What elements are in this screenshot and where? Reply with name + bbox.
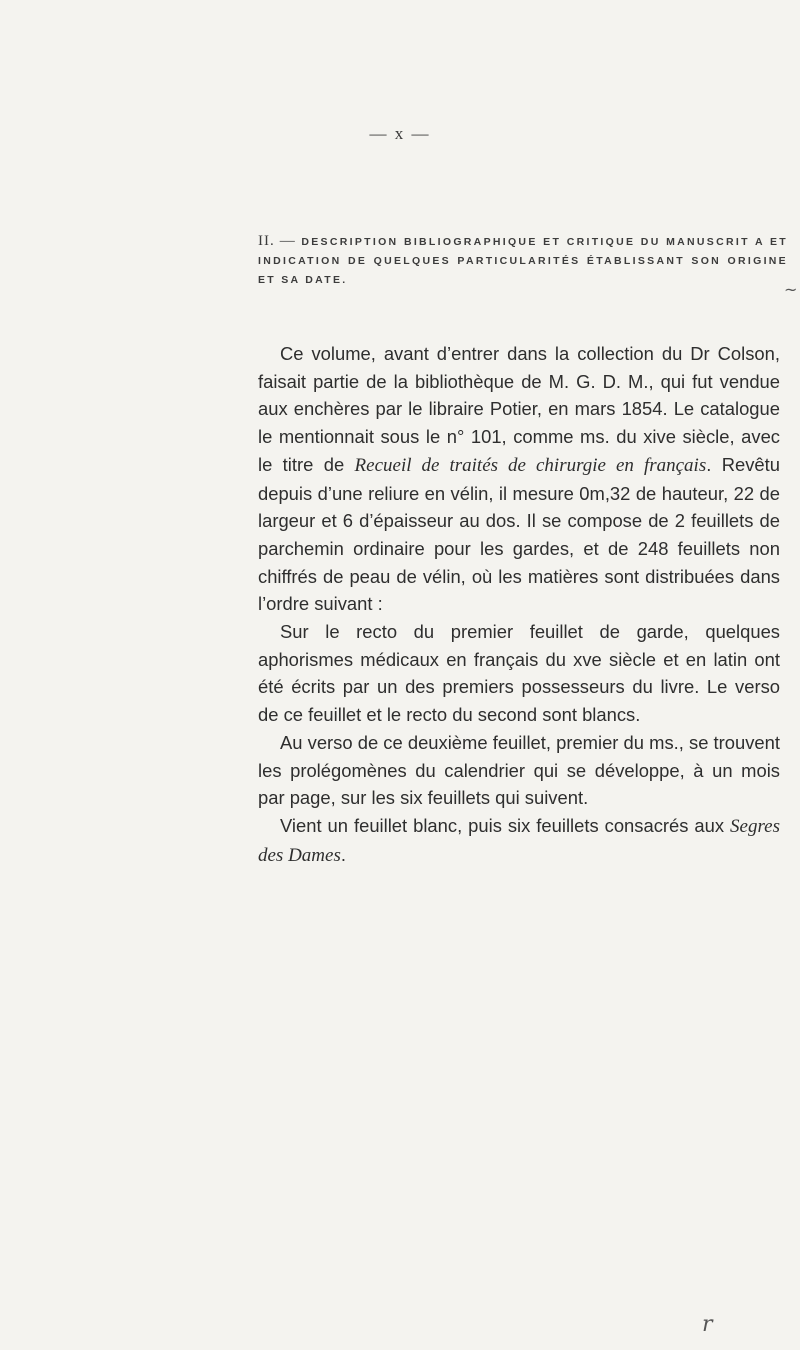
paragraph-2: Sur le recto du premier feuillet de garde, quelques aphorismes médicaux en français du xve siècle et en latin ont été écrits par un des premiers possesseurs du livre. Le verso de ce feuillet et le recto du second sont blancs. (258, 621, 780, 726)
body-text (258, 340, 780, 869)
section-title: DESCRIPTION BIBLIOGRAPHIQUE ET CRITIQUE DU MANUSCRIT A ET INDICATION DE QUELQUES PARTICULARITÉS ÉTABLISSANT SON ORIGINE ET SA DATE. (258, 236, 788, 286)
work-title-recueil: Recueil de traités de chirurgie en français (354, 454, 707, 476)
paragraph-4-part-b: . (340, 843, 346, 865)
paragraph-4-part-a: Vient un feuillet blanc, puis six feuillets consacrés aux (280, 814, 731, 836)
pencil-mark: r (702, 1312, 713, 1337)
paragraph-3: Au verso de ce deuxième feuillet, premier du ms., se trouvent les prolégomènes du calendrier qui se développe, à un mois par page, sur les six feuillets qui suivent. (258, 731, 780, 809)
section-heading (258, 232, 788, 290)
paragraph-4 (258, 812, 780, 869)
paragraph-1-part-a: Ce volume, avant d’entrer dans la collection du Dr Colson, faisait partie de la bibliothèque de M. G. D. M., qui fut vendue aux enchères par le libraire Potier, en mars 1854. Le catalogue le mentionnait sous le n° 101, comme ms. du xive siècle, avec le titre de (258, 343, 780, 475)
paragraph-1 (258, 340, 780, 618)
margin-tilde-mark: ~ (784, 280, 798, 299)
work-title-segres: Segres des Dames (258, 815, 780, 866)
paragraph-1-part-b: . Revêtu depuis d’une reliure en vélin, il mesure 0m,32 de hauteur, 22 de largeur et 6 d’épaisseur au dos. Il se compose de 2 feuillets de parchemin ordinaire pour les gardes, et de 248 feuillets non chiffrés de peau de vélin, où les matières sont distribuées dans l’ordre suivant : (258, 453, 780, 615)
section-number: II. — (258, 233, 296, 249)
page-number: — x — (369, 124, 431, 143)
